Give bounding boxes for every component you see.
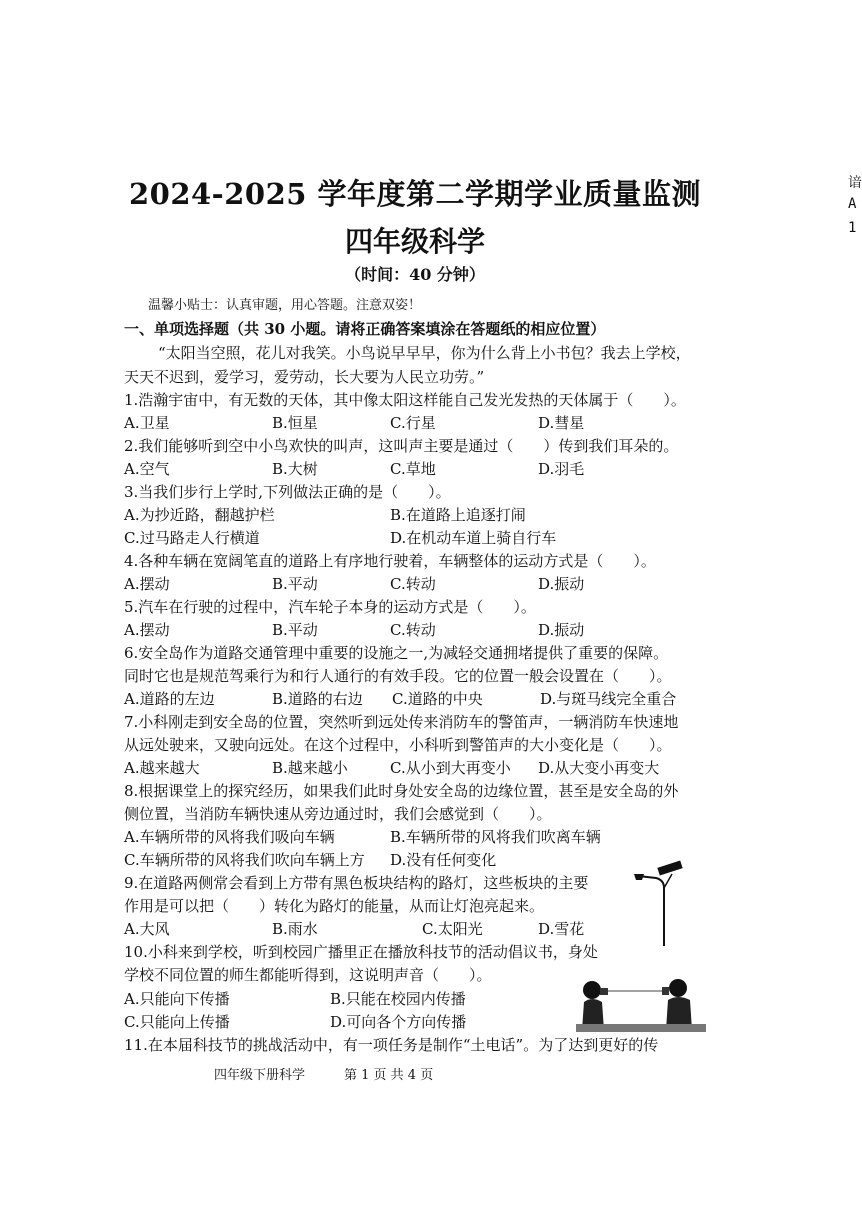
question-stem: 同时它也是规范驾乘行为和行人通行的有效手段。它的位置一般会设置在（ ）。 [124,667,672,685]
option-c: C.车辆所带的风将我们吹向车辆上方 [124,851,365,869]
exam-title: 2024-2025 学年度第二学期学业质量监测 [128,177,702,211]
option-c: C.草地 [390,460,436,478]
option-a: A.摆动 [124,575,170,593]
option-a: A.为抄近路，翻越护栏 [124,506,275,524]
option-a: A.摆动 [124,621,170,639]
option-b: B.平动 [272,575,318,593]
footer-course: 四年级下册科学 [214,1068,306,1083]
option-c: C.只能向上传播 [124,1013,230,1031]
option-b: B.雨水 [272,920,318,938]
option-a: A.空气 [124,460,170,478]
question-stem: 6.安全岛作为道路交通管理中重要的设施之一,为减轻交通拥堵提供了重要的保障。 [124,644,669,662]
exam-time: （时间：40 分钟） [345,265,485,284]
option-b: B.道路的右边 [272,690,363,708]
option-a: A.越来越大 [124,759,200,777]
string-telephone-image [576,970,706,1032]
question-stem: 11.在本届科技节的挑战活动中，有一项任务是制作“土电话”。为了达到更好的传 [124,1036,659,1054]
option-b: B.车辆所带的风将我们吹离车辆 [390,828,601,846]
option-c: C.太阳光 [422,920,483,938]
option-a: A.道路的左边 [124,690,215,708]
option-d: D.羽毛 [538,460,585,478]
option-d: D.彗星 [538,414,585,432]
option-c: C.转动 [390,575,436,593]
option-c: C.从小到大再变小 [390,759,511,777]
question-stem: 1.浩瀚宇宙中，有无数的天体，其中像太阳这样能自己发光发热的天体属于（ ）。 [124,391,686,409]
option-d: D.在机动车道上骑自行车 [390,529,557,547]
option-d: D.振动 [538,621,585,639]
intro-line: 天天不迟到，爱学习，爱劳动，长大要为人民立功劳。” [124,368,485,386]
option-d: D.与斑马线完全重合 [540,690,677,708]
solar-street-lamp-image [628,858,688,948]
option-d: D.振动 [538,575,585,593]
edge-char: A [848,196,857,212]
option-b: B.平动 [272,621,318,639]
option-c: C.转动 [390,621,436,639]
option-c: C.行星 [390,414,436,432]
option-d: D.雪花 [538,920,585,938]
option-a: A.车辆所带的风将我们吸向车辆 [124,828,335,846]
exam-tip: 温馨小贴士：认真审题，用心答题。注意双姿！ [148,298,422,313]
option-b: B.只能在校园内传播 [330,990,466,1008]
option-d: D.从大变小再变大 [538,759,660,777]
option-a: A.只能向下传播 [124,990,230,1008]
edge-char: 1 [848,220,857,236]
option-b: B.在道路上追逐打闹 [390,506,526,524]
question-stem: 学校不同位置的师生都能听得到，这说明声音（ ）。 [124,966,492,984]
option-b: B.大树 [272,460,318,478]
question-stem: 2.我们能够听到空中小鸟欢快的叫声，这叫声主要是通过（ ）传到我们耳朵的。 [124,437,679,455]
option-a: A.卫星 [124,414,170,432]
question-stem: 3.当我们步行上学时,下列做法正确的是（ ）。 [124,483,451,501]
question-stem: 从远处驶来，又驶向远处。在这个过程中，小科听到警笛声的大小变化是（ ）。 [124,736,672,754]
option-d: D.没有任何变化 [390,851,497,869]
question-stem: 作用是可以把（ ）转化为路灯的能量，从而让灯泡亮起来。 [124,897,545,915]
question-stem: 9.在道路两侧常会看到上方带有黑色板块结构的路灯，这些板块的主要 [124,874,589,892]
question-stem: 7.小科刚走到安全岛的位置，突然听到远处传来消防车的警笛声，一辆消防车快速地 [124,713,679,731]
option-b: B.越来越小 [272,759,348,777]
edge-char: 谙 [848,175,862,191]
question-stem: 4.各种车辆在宽阔笔直的道路上有序地行驶着，车辆整体的运动方式是（ ）。 [124,552,656,570]
question-stem: 5.汽车在行驶的过程中，汽车轮子本身的运动方式是（ ）。 [124,598,536,616]
subject-title: 四年级科学 [344,225,485,258]
option-a: A.大风 [124,920,170,938]
question-stem: 8.根据课堂上的探究经历，如果我们此时身处安全岛的边缘位置，甚至是安全岛的外 [124,782,679,800]
option-c: C.道路的中央 [392,690,483,708]
intro-line: “太阳当空照，花儿对我笑。小鸟说早早早，你为什么背上小书包？我去上学校， [158,344,691,362]
page-number: 第 1 页 共 4 页 [344,1068,434,1083]
question-stem: 10.小科来到学校，听到校园广播里正在播放科技节的活动倡议书，身处 [124,943,598,961]
option-c: C.过马路走人行横道 [124,529,260,547]
option-b: B.恒星 [272,414,318,432]
question-stem: 侧位置，当消防车辆快速从旁边通过时，我们会感觉到（ ）。 [124,805,552,823]
section-title: 一、单项选择题（共 30 小题。请将正确答案填涂在答题纸的相应位置） [124,320,606,338]
option-d: D.可向各个方向传播 [330,1013,467,1031]
